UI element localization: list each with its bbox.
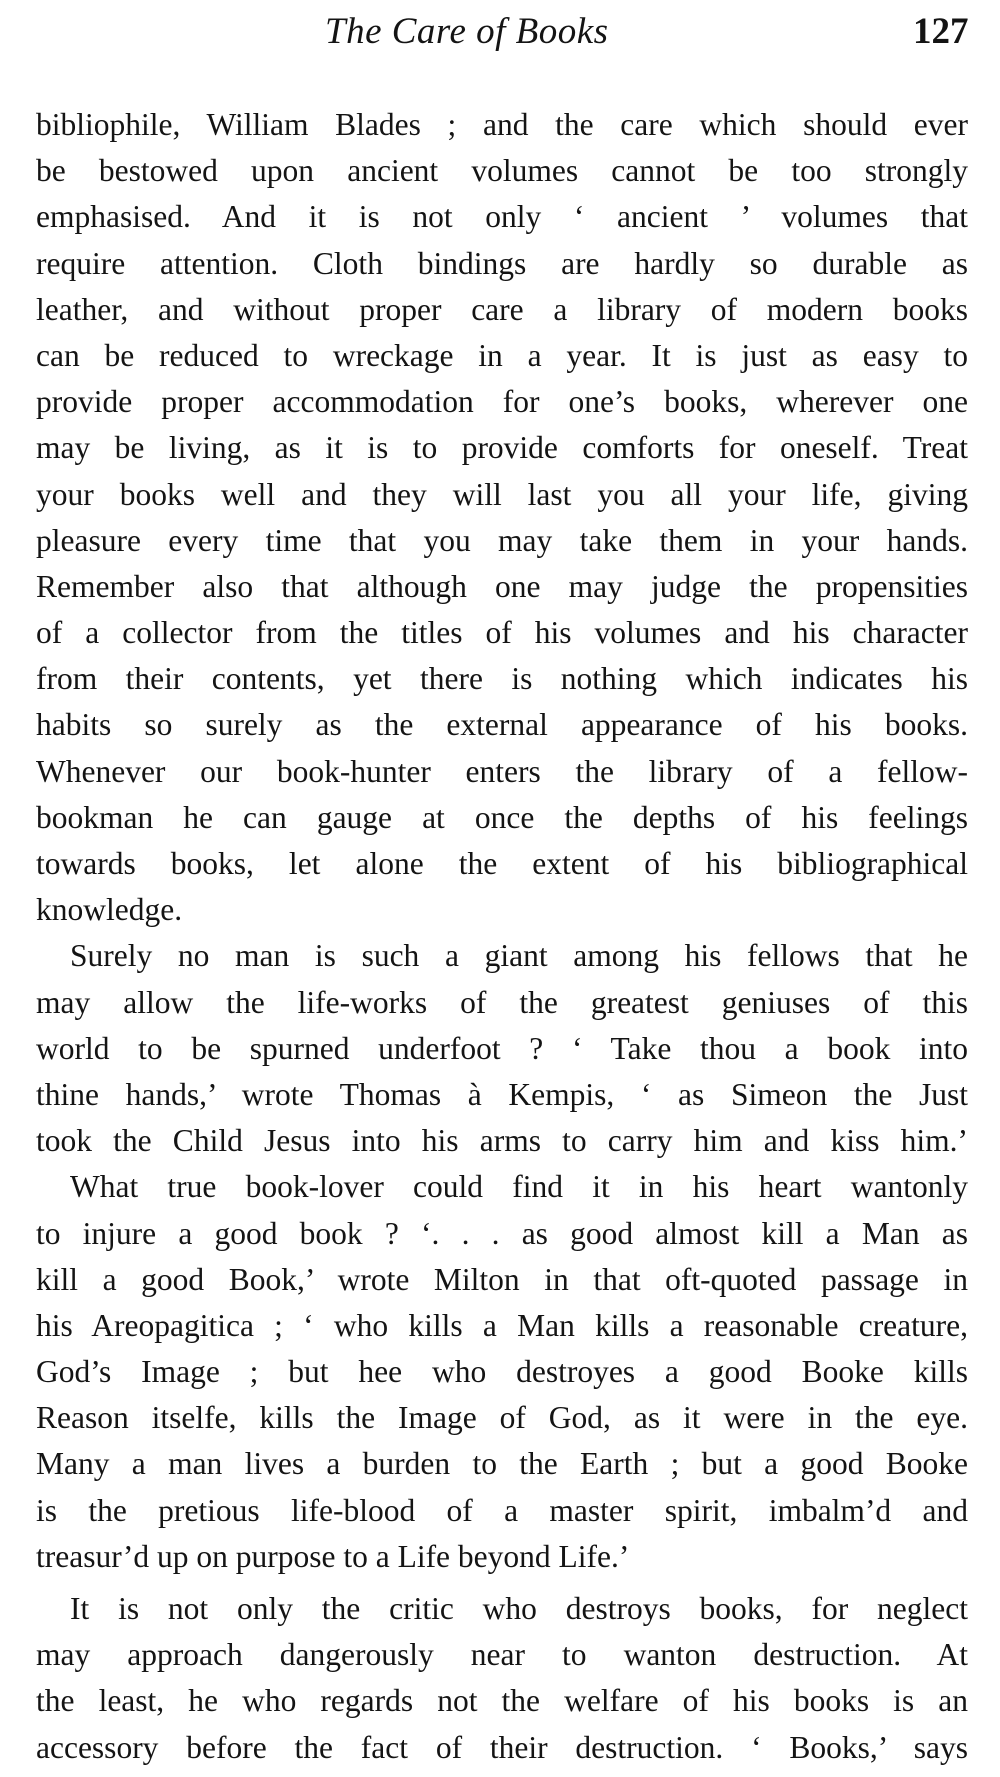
text-line: the least, he who regards not the welfare of his books is an	[36, 1683, 968, 1719]
text-line: towards books, let alone the extent of his bibliographical	[36, 846, 968, 881]
text-line: is the pretious life-blood of a master spirit, imbalm’d and	[36, 1492, 968, 1528]
text-line: your books well and they will last you all your life, giving	[36, 476, 968, 512]
text-line: habits so surely as the external appearance of his books.	[36, 707, 968, 743]
text-line: treasur’d up on purpose to a Life beyond Life.’	[36, 1538, 630, 1574]
text-line: knowledge.	[36, 892, 183, 928]
text-line: bibliophile, William Blades ; and the care which should ever	[36, 107, 968, 142]
text-line: kill a good Book,’ wrote Milton in that oft-quoted passage in	[36, 1261, 968, 1297]
paragraph	[36, 1164, 968, 1580]
text-line: bookman he can gauge at once the depths of his feelings	[36, 799, 968, 835]
text-line: be bestowed upon ancient volumes cannot be too strongly	[36, 153, 968, 189]
body-text	[36, 102, 968, 1771]
text-line: Remember also that although one may judge the propensities	[36, 568, 968, 604]
text-line: leather, and without proper care a library of modern books	[36, 291, 968, 327]
text-line: from their contents, yet there is nothing which indicates his	[36, 661, 968, 697]
text-line: God’s Image ; but hee who destroyes a good Booke kills	[36, 1354, 968, 1390]
text-line: Reason itselfe, kills the Image of God, as it were in the eye.	[36, 1400, 968, 1436]
text-line: may approach dangerously near to wanton destruction. At	[36, 1637, 968, 1673]
text-line: emphasised. And it is not only ‘ ancient ’ volumes that	[36, 199, 968, 235]
text-line: to injure a good book ? ‘. . . as good almost kill a Man as	[36, 1215, 968, 1251]
running-head	[0, 6, 1000, 66]
text-line: It is not only the critic who destroys books, for neglect	[70, 1591, 968, 1626]
text-line: took the Child Jesus into his arms to carry him and kiss him.’	[36, 1123, 968, 1159]
text-line: may be living, as it is to provide comforts for oneself. Treat	[36, 430, 968, 466]
text-line: require attention. Cloth bindings are hardly so durable as	[36, 245, 968, 281]
text-line: thine hands,’ wrote Thomas à Kempis, ‘ as Simeon the Just	[36, 1076, 968, 1112]
text-line: may allow the life-works of the greatest geniuses of this	[36, 984, 968, 1020]
paragraph	[36, 1586, 968, 1771]
text-line: world to be spurned underfoot ? ‘ Take thou a book into	[36, 1030, 968, 1066]
running-title: The Care of Books	[325, 11, 609, 52]
page-number: 127	[913, 11, 969, 52]
text-line: What true book-lover could find it in his heart wantonly	[70, 1169, 968, 1205]
text-line: his Areopagitica ; ‘ who kills a Man kills a reasonable creature,	[36, 1307, 968, 1343]
text-line: accessory before the fact of their destruction. ‘ Books,’ says	[36, 1729, 968, 1765]
text-line: Surely no man is such a giant among his fellows that he	[70, 938, 968, 974]
text-line: provide proper accommodation for one’s books, wherever one	[36, 384, 968, 420]
text-line: of a collector from the titles of his volumes and his character	[36, 615, 968, 651]
text-line: Many a man lives a burden to the Earth ; but a good Booke	[36, 1446, 968, 1482]
paragraph	[36, 933, 968, 1164]
text-line: can be reduced to wreckage in a year. It is just as easy to	[36, 337, 968, 373]
text-line: pleasure every time that you may take them in your hands.	[36, 522, 968, 558]
paragraph	[36, 102, 968, 933]
text-line: Whenever our book-hunter enters the library of a fellow-	[36, 753, 968, 789]
